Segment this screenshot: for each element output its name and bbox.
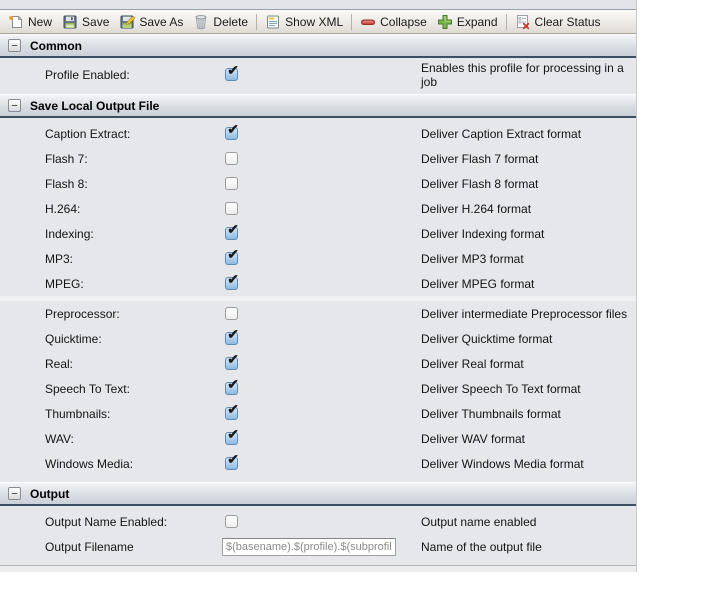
row-label-mpeg: MPEG: — [45, 276, 84, 291]
row-control-windows-media — [222, 457, 421, 470]
row-description-output-filename: Name of the output file — [421, 539, 542, 554]
section-header-save-local-output-file — [0, 94, 636, 118]
save-button[interactable] — [57, 10, 114, 33]
row-description-profile-enabled: Enables this profile for processing in a job — [421, 60, 624, 89]
checkbox-mpeg[interactable] — [225, 277, 238, 290]
delete-icon — [193, 14, 209, 30]
row-mpeg — [0, 271, 636, 296]
row-control-output-name-enabled — [222, 515, 421, 528]
row-h-264 — [0, 196, 636, 221]
row-mp3 — [0, 246, 636, 271]
row-flash-8 — [0, 171, 636, 196]
row-description-windows-media: Deliver Windows Media format — [421, 456, 584, 471]
output-filename-input[interactable] — [222, 538, 396, 556]
row-description-flash-8: Deliver Flash 8 format — [421, 176, 539, 191]
row-description-wav: Deliver WAV format — [421, 431, 526, 446]
section-body-common — [0, 58, 636, 94]
row-output-name-enabled — [0, 509, 636, 534]
collapse-toggle-save-local-output-file[interactable]: − — [8, 99, 21, 112]
checkbox-indexing[interactable] — [225, 227, 238, 240]
row-windows-media — [0, 451, 636, 476]
row-description-caption-extract: Deliver Caption Extract format — [421, 126, 582, 141]
row-control-flash-7 — [222, 152, 421, 165]
expand-button[interactable] — [432, 10, 503, 33]
row-control-h-264 — [222, 202, 421, 215]
row-description-speech-to-text: Deliver Speech To Text format — [421, 381, 581, 396]
section-body-save-local-output-file — [0, 118, 636, 482]
toolbar-separator — [256, 14, 257, 30]
checkbox-real[interactable] — [225, 357, 238, 370]
checkbox-thumbnails[interactable] — [225, 407, 238, 420]
row-description-thumbnails: Deliver Thumbnails format — [421, 406, 561, 421]
row-label-mp3: MP3: — [45, 251, 74, 266]
row-label-caption-extract: Caption Extract: — [45, 126, 131, 141]
row-label-wav: WAV: — [45, 431, 74, 446]
row-label-real: Real: — [45, 356, 74, 371]
row-real — [0, 351, 636, 376]
checkbox-flash-8[interactable] — [225, 177, 238, 190]
save-as-icon — [119, 14, 135, 30]
row-speech-to-text — [0, 376, 636, 401]
row-profile-enabled — [0, 61, 636, 88]
checkbox-mp3[interactable] — [225, 252, 238, 265]
row-control-output-filename — [222, 538, 421, 556]
row-control-wav — [222, 432, 421, 445]
save-as-button-label: Save As — [139, 14, 184, 29]
row-preprocessor — [0, 301, 636, 326]
section-title-save-local-output-file: Save Local Output File — [30, 98, 160, 113]
row-control-thumbnails — [222, 407, 421, 420]
window-top-strip — [0, 0, 636, 10]
row-label-speech-to-text: Speech To Text: — [45, 381, 130, 396]
row-label-preprocessor: Preprocessor: — [45, 306, 120, 321]
row-control-speech-to-text — [222, 382, 421, 395]
row-control-real — [222, 357, 421, 370]
row-description-h-264: Deliver H.264 format — [421, 201, 532, 216]
panel-bottom-strip — [0, 565, 636, 572]
show-xml-button[interactable] — [260, 10, 348, 33]
sections-container — [0, 34, 636, 565]
checkbox-quicktime[interactable] — [225, 332, 238, 345]
row-control-indexing — [222, 227, 421, 240]
row-control-mpeg — [222, 277, 421, 290]
checkbox-h-264[interactable] — [225, 202, 238, 215]
section-title-output: Output — [30, 486, 70, 501]
collapse-toggle-output[interactable]: − — [8, 487, 21, 500]
collapse-button[interactable] — [355, 10, 432, 33]
section-title-common: Common — [30, 38, 82, 53]
checkbox-profile-enabled[interactable] — [225, 68, 238, 81]
row-caption-extract — [0, 121, 636, 146]
clear-status-button-label: Clear Status — [534, 14, 601, 29]
show-xml-button-label: Show XML — [285, 14, 344, 29]
row-label-flash-8: Flash 8: — [45, 176, 88, 191]
collapse-icon — [360, 14, 376, 30]
row-label-indexing: Indexing: — [45, 226, 94, 241]
checkbox-preprocessor[interactable] — [225, 307, 238, 320]
save-icon — [62, 14, 78, 30]
row-label-h-264: H.264: — [45, 201, 81, 216]
toolbar-separator — [351, 14, 352, 30]
row-label-output-filename: Output Filename — [45, 539, 134, 554]
clear-status-icon — [515, 14, 531, 30]
row-label-profile-enabled: Profile Enabled: — [45, 67, 130, 82]
row-label-flash-7: Flash 7: — [45, 151, 88, 166]
section-body-output — [0, 506, 636, 565]
row-control-flash-8 — [222, 177, 421, 190]
delete-button[interactable] — [188, 10, 253, 33]
row-description-preprocessor: Deliver intermediate Preprocessor files — [421, 306, 628, 321]
toolbar-separator — [506, 14, 507, 30]
new-icon — [8, 14, 24, 30]
row-label-thumbnails: Thumbnails: — [45, 406, 111, 421]
row-label-output-name-enabled: Output Name Enabled: — [45, 514, 168, 529]
new-button-label: New — [28, 14, 53, 29]
expand-icon — [437, 14, 453, 30]
row-control-mp3 — [222, 252, 421, 265]
save-as-button[interactable] — [114, 10, 188, 33]
delete-button-label: Delete — [213, 14, 249, 29]
row-control-preprocessor — [222, 307, 421, 320]
row-description-real: Deliver Real format — [421, 356, 524, 371]
checkbox-flash-7[interactable] — [225, 152, 238, 165]
row-thumbnails — [0, 401, 636, 426]
checkbox-output-name-enabled[interactable] — [225, 515, 238, 528]
collapse-button-label: Collapse — [380, 14, 427, 29]
row-indexing — [0, 221, 636, 246]
show-xml-icon — [265, 14, 281, 30]
row-label-windows-media: Windows Media: — [45, 456, 134, 471]
row-output-filename — [0, 534, 636, 559]
row-flash-7 — [0, 146, 636, 171]
row-control-profile-enabled — [222, 68, 421, 81]
row-description-indexing: Deliver Indexing format — [421, 226, 545, 241]
collapse-toggle-common[interactable]: − — [8, 39, 21, 52]
row-wav — [0, 426, 636, 451]
row-label-quicktime: Quicktime: — [45, 331, 102, 346]
row-quicktime — [0, 326, 636, 351]
checkbox-caption-extract[interactable] — [225, 127, 238, 140]
save-button-label: Save — [82, 14, 110, 29]
toolbar — [0, 10, 636, 34]
section-header-output — [0, 482, 636, 506]
row-description-flash-7: Deliver Flash 7 format — [421, 151, 539, 166]
row-control-caption-extract — [222, 127, 421, 140]
checkbox-windows-media[interactable] — [225, 457, 238, 470]
row-control-quicktime — [222, 332, 421, 345]
new-button[interactable] — [3, 10, 57, 33]
row-description-mpeg: Deliver MPEG format — [421, 276, 535, 291]
clear-status-button[interactable] — [510, 10, 606, 33]
row-description-output-name-enabled: Output name enabled — [421, 514, 537, 529]
expand-button-label: Expand — [456, 14, 498, 29]
checkbox-speech-to-text[interactable] — [225, 382, 238, 395]
checkbox-wav[interactable] — [225, 432, 238, 445]
row-description-quicktime: Deliver Quicktime format — [421, 331, 553, 346]
section-header-common — [0, 34, 636, 58]
row-description-mp3: Deliver MP3 format — [421, 251, 524, 266]
